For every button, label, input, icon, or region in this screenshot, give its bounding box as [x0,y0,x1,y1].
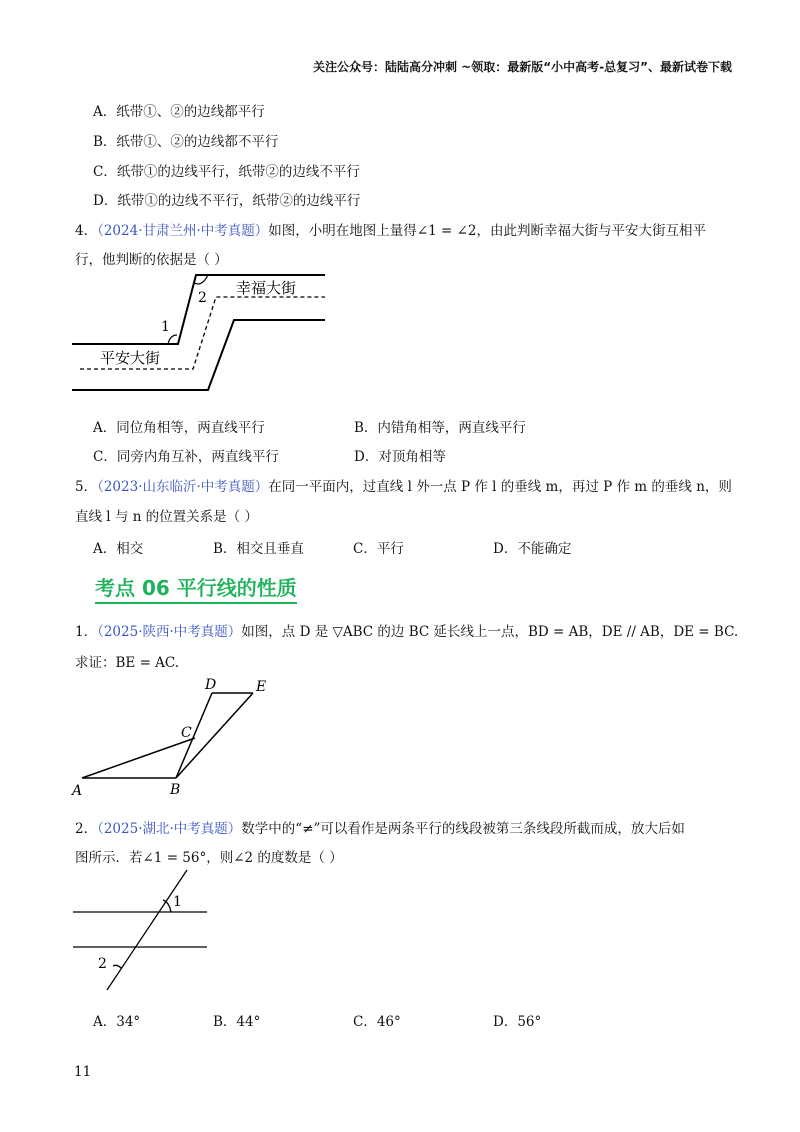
s1-figure-triangles [60,672,290,800]
q4-source: （2024·甘肃兰州·中考真题） [97,223,269,239]
q5-option-c: C．平行 [353,541,404,557]
point-E-label: E [256,679,267,695]
q3-option-b: B．纸带①、②的边线都不平行 [93,134,279,150]
q4-number: 4． [75,223,98,239]
q4-figure-streets [60,265,340,395]
angle2-label: 2 [98,956,107,972]
s2-option-d: D．56° [493,1014,542,1030]
q5-number: 5． [75,479,98,495]
s2-number: 2． [75,821,98,837]
q4-option-a: A．同位角相等，两直线平行 [93,420,265,436]
q4-text1: 如图，小明在地图上量得∠1 = ∠2，由此判断幸福大街与平安大街互相平 [268,223,706,239]
s1-line2: 求证：BE = AC. [75,655,180,671]
q5-option-b: B．相交且垂直 [213,541,304,557]
street-top-label: 幸福大街 [236,279,297,297]
q5-option-d: D．不能确定 [493,541,572,557]
q4-line1 [75,219,706,239]
s2-option-a: A．34° [93,1014,141,1030]
street-bottom-label: 平安大街 [100,349,161,367]
s2-text1: 数学中的“≠”可以看作是两条平行的线段被第三条线段所截而成，放大后如 [241,821,685,837]
point-D-label: D [205,677,217,693]
q5-line1 [75,475,732,495]
s1-source: （2025·陕西·中考真题） [97,624,242,640]
q4-option-c: C．同旁内角互补，两直线平行 [93,449,279,465]
s2-source: （2025·湖北·中考真题） [97,821,242,837]
q4-line2: 行，他判断的依据是（ ） [75,252,228,268]
angle2-label: 2 [198,290,207,306]
angle1-arc [163,900,171,912]
q5-text1: 在同一平面内，过直线 l 外一点 P 作 l 的垂线 m，再过 P 作 m 的垂线 n，则 [268,479,732,495]
q4-option-b: B．内错角相等，两直线平行 [354,420,526,436]
s1-line1 [75,620,738,640]
s2-line1 [75,817,685,837]
s2-line2: 图所示．若∠1 = 56°，则∠2 的度数是（ ） [75,850,343,866]
q3-option-a: A．纸带①、②的边线都平行 [93,104,265,120]
q5-option-a: A．相交 [93,541,144,557]
page-header: 关注公众号：陆陆高分冲刺 ~领取：最新版“小中高考-总复习”、最新试卷下载 [313,60,732,74]
page-number: 11 [74,1064,92,1080]
s2-option-b: B．44° [213,1014,261,1030]
s1-text1: 如图，点 D 是 ▽ABC 的边 BC 延长线上一点，BD = AB，DE // AB，DE = BC. [241,624,739,640]
q3-option-d: D．纸带①的边线不平行，纸带②的边线平行 [93,193,361,209]
s2-figure-not-equal [65,868,215,993]
point-A-label: A [72,783,83,799]
point-B-label: B [170,782,181,798]
q3-option-c: C．纸带①的边线平行，纸带②的边线不平行 [93,164,360,180]
angle1-label: 1 [173,894,182,910]
point-C-label: C [181,725,192,741]
q5-source: （2023·山东临沂·中考真题） [97,479,269,495]
angle2-arc [113,965,121,968]
q5-line2: 直线 l 与 n 的位置关系是（ ） [75,509,258,525]
s2-option-c: C．46° [353,1014,401,1030]
angle1-label: 1 [161,319,170,335]
transversal-line [107,870,187,990]
section-title: 考点 06 平行线的性质 [95,572,297,604]
q4-option-d: D．对顶角相等 [354,449,446,465]
s1-number: 1． [75,624,98,640]
angle1-arc [168,335,177,344]
